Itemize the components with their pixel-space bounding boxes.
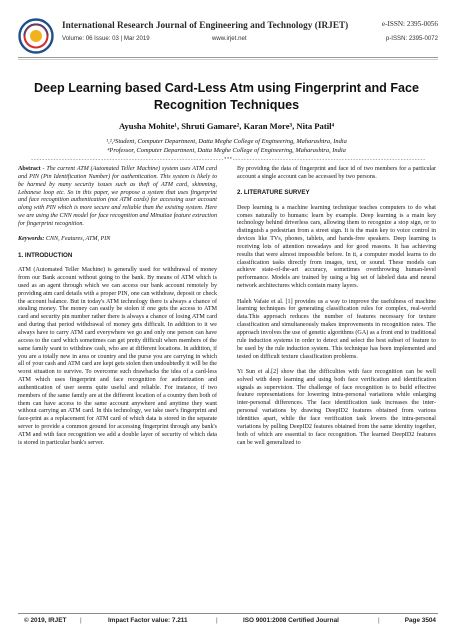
abstract	[18, 166, 217, 229]
journal-url[interactable]: www.irjet.net	[212, 35, 247, 42]
irjet-logo-icon	[18, 18, 54, 54]
section-separator: ---------------------------------------------------------------------***---------------------------------------------------------------------	[30, 157, 426, 163]
deep-learning-paragraph: Deep learning is a machine learning technique teaches computers to do what comes naturally to humans: learn by example. Deep learning is a main key technology behind driverless cars, allowing them to recognize a stop sign, or to distinguish a pedestrian from a street sign. It is the main key to voice control in devices like TVs, phones, tablets, and hands-free speakers. Deep learning is receiving lots of attention nowadays and for good reasons. It has achieving results that were almost impossible before. In it, a computer model learns to do classification tasks directly from images, text, or sound. These models can achieve state-of-the-art accuracy, sometimes overthrowing human-level performance. Models are trained by using a big set of labeled data and neural network architectures which contain many layers.	[237, 204, 436, 290]
pissn: p-ISSN: 2395-0072	[385, 35, 438, 42]
journal-header	[18, 18, 438, 58]
introduction-paragraph: ATM (Automated Teller Machine) is generally used for withdrawal of money from our Bank account without going to the bank. By means of ATM which is used as an agent through which we can access our bank account remotely by providing atm card details with a proper PIN, one can withdraw, deposit or check the account balance. But in today's ATM technology there is always a chance of stealing money. The money can easily be stolen if one gets the access to ATM card and security pin number rather there is always a chance of losing ATM card and during that period withdrawal of money gets difficult. In addition to it we always have to carry ATM card everywhere we go and only one person can have access to the card which sometimes can get pretty difficult when members of the same family want to withdraw cash, who are at different locations. In addition, if you are a totally new in area or country and the purse you are carrying in which all of your cash and ATM card are kept gets stolen then undoubtedly it will be the worst situation to survive. To overcome such drawbacks the idea of a card-less ATM which uses fingerprint and face recognition for authorization and authentication of user seems quite useful and reliable. For instance, if two members of the same family are at the different location of a country then both of them can have access to the same account anywhere and anytime they want without carrying an ATM card. In this technology, we take user's fingerprint and face-print as a replacement for ATM card of which data is stored in the separate server to provide a common ground for accessing fingerprint through any bank's ATM and with face recognition we add a double layer of security of which data is stored in particular bank's server.	[18, 267, 217, 446]
header-divider-secondary	[18, 59, 438, 60]
abstract-label: Abstract	[18, 166, 41, 172]
journal-meta-row	[62, 35, 438, 45]
keywords-text: CNN, Features, ATM, PIN	[44, 236, 111, 243]
sun-paragraph: Yi Sun et al.[2] show that the difficulties with face recognition can be well solved with deep learning and using both face verification and identification signals as supervision. The challenge of face recognition is to build effective feature representations for lowering intra-personal variations while enlarging inter-personal differences. The face identification task increases the inter-personal variations by drawing DeepID2 features obtained from various identities apart, while the face verification task lowers the intra-personal variations by pulling DeepID2 features obtained from the same identity together, both of which are essential to face recognition. The learned DeepID2 features can be well generalized to	[237, 368, 436, 446]
affiliation-professor: ⁴Professor, Computer Department, Datta Meghe College of Engineering, Maharashtra, India	[107, 147, 346, 154]
header-divider	[18, 57, 438, 58]
introduction-heading: 1. INTRODUCTION	[18, 251, 73, 259]
volume-issue: Volume: 06 Issue: 03 | Mar 2019	[62, 35, 150, 42]
left-column	[18, 166, 217, 455]
footer-impact-factor: Impact Factor value: 7.211	[108, 617, 188, 624]
eissn: e-ISSN: 2395-0056	[381, 20, 438, 28]
footer-page-number: Page 3504	[404, 617, 436, 624]
footer-divider	[18, 613, 438, 614]
affiliation-students: ¹,²,³Student, Computer Department, Datta Meghe College of Engineering, Maharashtra, India	[106, 138, 347, 145]
intro-continuation-paragraph: By providing the data of fingerprint and face id of two members for a particular account a single account can be accessed by two persons.	[237, 166, 436, 180]
keywords-label: Keywords:	[18, 236, 45, 243]
vafaie-paragraph: Haleh Vafaie et al. [1] provides us a way to improve the usefulness of machine learning techniques for generating classification rules for complex, real-world data.This approach reduces the number of features necessary for texture classification and simultaneously makes improvements in recognition rates. The approach involves the use of genetic algorithms (GA) as a front end to traditional rule induction systems in order to detect and select the best subset of feature to be used by the rule induction system. This technique has been implemented and tested on difficult texture classification problems.	[237, 298, 436, 360]
footer-divider-2: |	[216, 617, 218, 624]
keywords	[18, 236, 217, 244]
footer-divider-3: |	[378, 617, 380, 624]
footer-iso: ISO 9001:2008 Certified Journal	[243, 617, 339, 624]
journal-title: International Research Journal of Engineering and Technology (IRJET)	[62, 20, 349, 30]
footer-divider-1: |	[80, 617, 82, 624]
paper-title: Deep Learning based Card-Less Atm using Fingerprint and Face Recognition Techniques	[33, 81, 420, 112]
right-column	[237, 166, 436, 455]
literature-survey-heading: 2. LITERATURE SURVEY	[237, 189, 310, 197]
page-footer	[18, 617, 438, 627]
paper-authors: Ayusha Mohite¹, Shruti Gamare², Karan More³, Nita Patil⁴	[118, 121, 335, 131]
footer-copyright: © 2019, IRJET	[24, 617, 67, 624]
abstract-text: - The current ATM (Automated Teller Machine) system uses ATM card and PIN (Pin Identification Number) for authentication. This system is likely to be harmed by many security issues such as theft of ATM card, skimming, Lebanese loop etc. So in this paper, we propose a system that uses fingerprint and face recognition authentication (not ATM cards) for accessing user account along with PIN which is more secure and reliable than the existing system. Here we are using the CNN model for face recognition and Minutiae feature extraction for fingerprint recognition.	[18, 166, 217, 227]
